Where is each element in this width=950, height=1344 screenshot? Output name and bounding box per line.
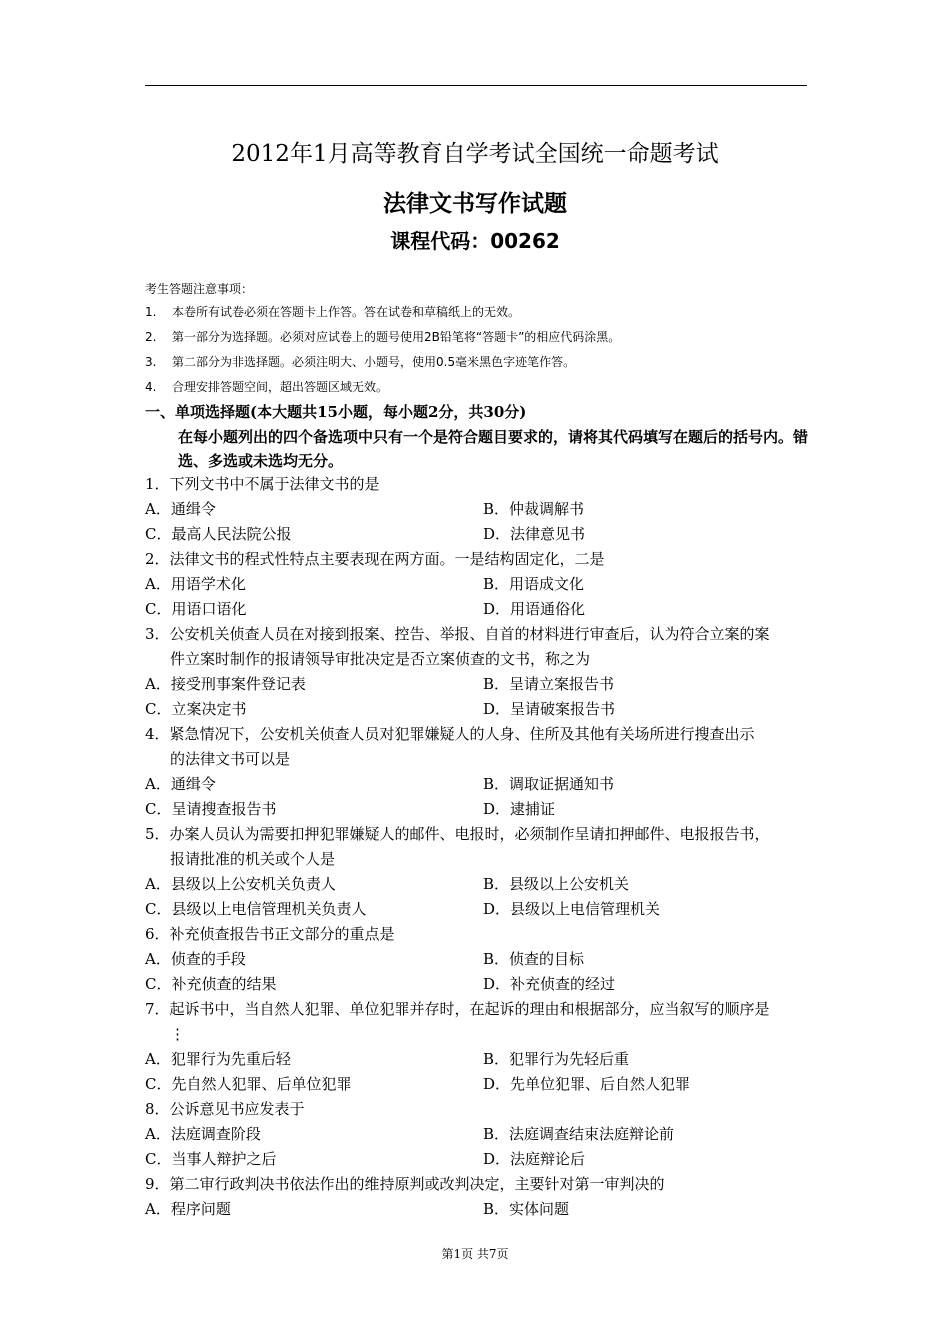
header-rule [145, 85, 807, 86]
option-row [145, 597, 810, 622]
option-d: D．先单位犯罪、后自然人犯罪 [483, 1075, 691, 1093]
option-b: B．仲裁调解书 [483, 500, 585, 518]
note-item: 1. 本卷所有试卷必须在答题卡上作答。答在试卷和草稿纸上的无效。 [145, 305, 521, 319]
option-a: A．通缉令 [145, 775, 216, 793]
option-row [145, 572, 810, 597]
option-a: A．犯罪行为先重后轻 [145, 1050, 291, 1068]
option-b: B．县级以上公安机关 [483, 875, 630, 893]
section-instruction: 在每小题列出的四个备选项中只有一个是符合题目要求的，请将其代码填写在题后的括号内。错选、多选或未选均无分。 [178, 428, 809, 470]
option-b: B．法庭调查结束法庭辩论前 [483, 1125, 675, 1143]
subject-title: 法律文书写作试题 [383, 191, 567, 217]
page-footer: 第1页 共7页 [441, 1247, 509, 1261]
exam-notes [145, 278, 620, 400]
notes-heading: 考生答题注意事项： [145, 282, 254, 296]
option-a: A．通缉令 [145, 500, 216, 518]
option-row [145, 522, 810, 547]
question-stem: 3．公安机关侦查人员在对接到报案、控告、举报、自首的材料进行审查后，认为符合立案的案 [145, 625, 770, 643]
option-d: D．县级以上电信管理机关 [483, 900, 661, 918]
option-c: C．补充侦查的结果 [145, 975, 277, 993]
option-row [145, 872, 810, 897]
question-list [145, 472, 810, 1222]
question-stem: 8．公诉意见书应发表于 [145, 1100, 305, 1118]
question-stem: 4．紧急情况下，公安机关侦查人员对犯罪嫌疑人的人身、住所及其他有关场所进行搜查出示 [145, 725, 755, 743]
option-c: C．先自然人犯罪、后单位犯罪 [145, 1075, 352, 1093]
question-stem: 5．办案人员认为需要扣押犯罪嫌疑人的邮件、电报时，必须制作呈请扣押邮件、电报报告书， [145, 825, 770, 843]
option-a: A．县级以上公安机关负责人 [145, 875, 336, 893]
option-row [145, 497, 810, 522]
option-a: A．侦查的手段 [145, 950, 246, 968]
option-row [145, 672, 810, 697]
option-d: D．呈请破案报告书 [483, 700, 616, 718]
option-row [145, 947, 810, 972]
question-stem-continued: ⋮ [170, 1025, 185, 1043]
option-a: A．用语学术化 [145, 575, 246, 593]
question-stem: 6．补充侦查报告书正文部分的重点是 [145, 925, 395, 943]
option-row [145, 1197, 810, 1222]
note-item: 4. 合理安排答题空间，超出答题区域无效。 [145, 380, 389, 394]
option-c: C．最高人民法院公报 [145, 525, 292, 543]
question-stem: 2．法律文书的程式性特点主要表现在两方面。一是结构固定化，二是 [145, 550, 605, 568]
option-row [145, 972, 810, 997]
option-row [145, 1072, 810, 1097]
option-row [145, 797, 810, 822]
question-stem: 1．下列文书中不属于法律文书的是 [145, 475, 380, 493]
option-d: D．用语通俗化 [483, 600, 586, 618]
option-row [145, 897, 810, 922]
question-stem-continued: 件立案时制作的报请领导审批决定是否立案侦查的文书，称之为 [170, 650, 591, 668]
option-b: B．侦查的目标 [483, 950, 585, 968]
option-c: C．呈请搜查报告书 [145, 800, 277, 818]
option-row [145, 697, 810, 722]
note-item: 3. 第二部分为非选择题。必须注明大、小题号，使用0.5毫米黑色字迹笔作答。 [145, 355, 576, 369]
option-a: A．法庭调查阶段 [145, 1125, 261, 1143]
option-d: D．法律意见书 [483, 525, 586, 543]
question-stem: 9．第二审行政判决书依法作出的维持原判或改判决定，主要针对第一审判决的 [145, 1175, 665, 1193]
option-c: C．县级以上电信管理机关负责人 [145, 900, 367, 918]
option-d: D．法庭辩论后 [483, 1150, 586, 1168]
course-code: 课程代码：00262 [390, 229, 560, 253]
option-c: C．当事人辩护之后 [145, 1150, 277, 1168]
exam-title: 2012年1月高等教育自学考试全国统一命题考试 [231, 141, 719, 167]
option-d: D．补充侦查的经过 [483, 975, 616, 993]
option-b: B．呈请立案报告书 [483, 675, 615, 693]
option-b: B．用语成文化 [483, 575, 585, 593]
option-row [145, 1147, 810, 1172]
question-stem-continued: 报请批准的机关或个人是 [170, 850, 336, 868]
option-a: A．接受刑事案件登记表 [145, 675, 306, 693]
option-b: B．实体问题 [483, 1200, 570, 1218]
option-b: B．调取证据通知书 [483, 775, 615, 793]
option-c: C．用语口语化 [145, 600, 247, 618]
option-row [145, 1122, 810, 1147]
question-stem: 7．起诉书中，当自然人犯罪、单位犯罪并存时，在起诉的理由和根据部分，应当叙写的顺序是 [145, 1000, 770, 1018]
option-row [145, 772, 810, 797]
option-b: B．犯罪行为先轻后重 [483, 1050, 630, 1068]
note-item: 2. 第一部分为选择题。必须对应试卷上的题号使用2B铅笔将“答题卡”的相应代码涂黑。 [145, 330, 621, 344]
option-d: D．逮捕证 [483, 800, 556, 818]
question-stem-continued: 的法律文书可以是 [170, 750, 291, 768]
section-heading: 一、单项选择题(本大题共15小题，每小题2分，共30分) [145, 403, 527, 421]
option-c: C．立案决定书 [145, 700, 247, 718]
option-a: A．程序问题 [145, 1200, 231, 1218]
option-row [145, 1047, 810, 1072]
